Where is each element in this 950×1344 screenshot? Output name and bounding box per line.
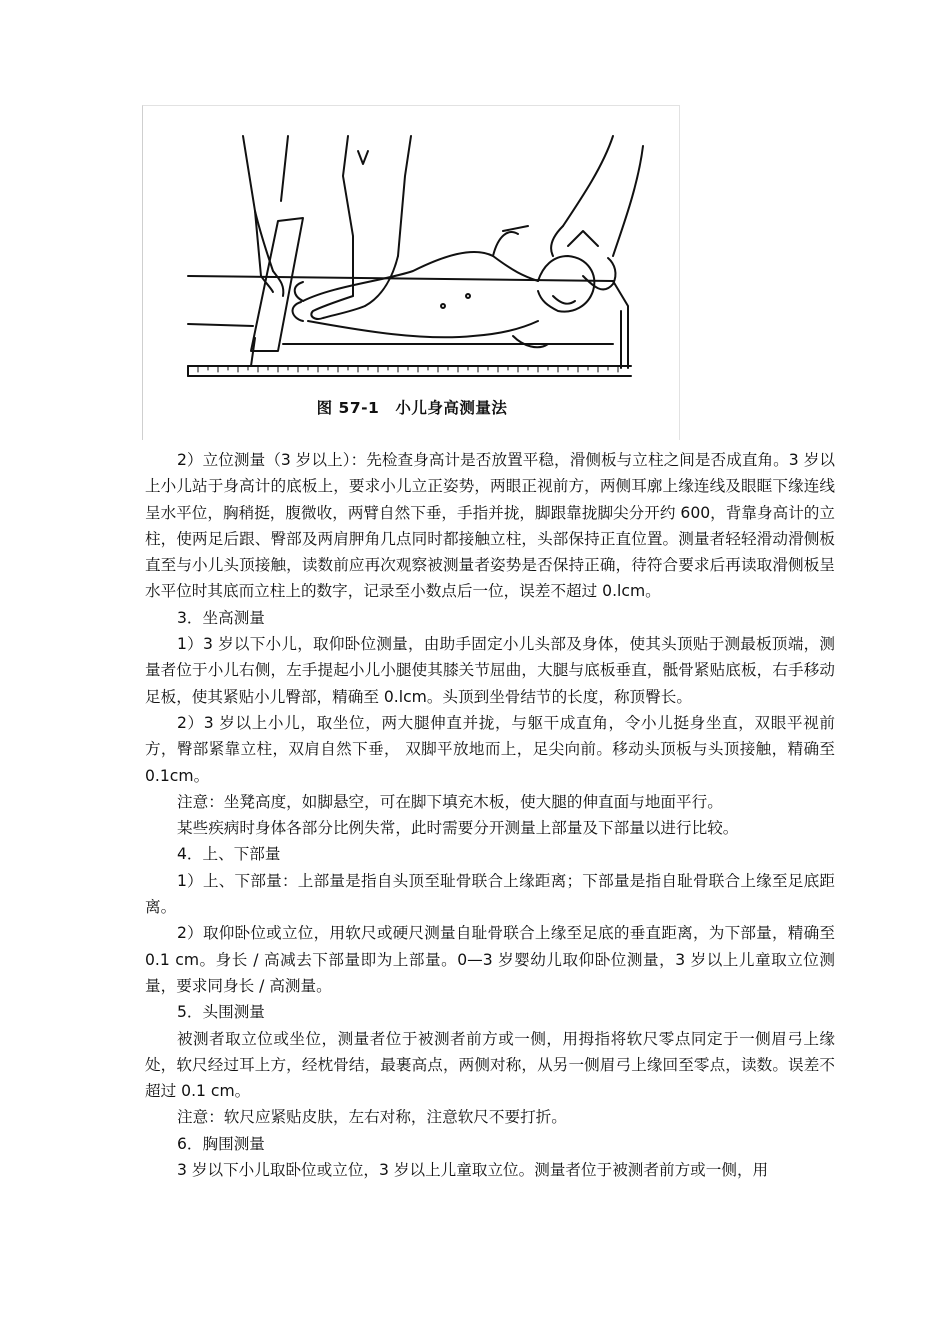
body-text: [145, 447, 835, 1183]
section-heading: 5．头围测量: [177, 1003, 265, 1022]
paragraph: 2）取仰卧位或立位，用软尺或硬尺测量自耻骨联合上缘至足底的垂直距离，为下部量，精确至 0.1 cm。身长 / 高减去下部量即为上部量。0—3 岁婴幼儿取仰卧位测量，3 岁以上儿童取立位测量，要求同身长 / 高测量。: [145, 924, 835, 995]
paragraph: 2）3 岁以上小儿，取坐位，两大腿伸直并拢，与躯干成直角，令小儿挺身坐直，双眼平视前方，臀部紧靠立柱，双肩自然下垂， 双脚平放地而上，足尖向前。移动头顶板与头顶接触，精确至 0.1cm。: [145, 713, 835, 785]
figure: [142, 105, 680, 440]
paragraph: 2）立位测量（3 岁以上）：先检查身高计是否放置平稳，滑侧板与立柱之间是否成直角。3 岁以上小儿站于身高计的底板上，要求小儿立正姿势，两眼正视前方，两侧耳廓上缘连线及眼眶下缘连线呈水平位，胸稍挺，腹微收，两臂自然下垂，手指并拢，脚跟靠拢脚尖分开约 600，背靠身高计的立柱，使两足后跟、臀部及两肩胛角几点同时都接触立柱，头部保持正直位置。测量者轻轻滑动滑侧板直至与小儿头顶接触，读数前应再次观察被测量者姿势是否保持正确，待符合要求后再读取滑侧板呈水平位时其底而立柱上的数字，记录至小数点后一位，误差不超过 0.lcm。: [145, 451, 835, 601]
paragraph: 某些疾病时身体各部分比例失常，此时需要分开测量上部量及下部量以进行比较。: [177, 819, 739, 838]
section-heading: 3．坐高测量: [177, 608, 265, 627]
paragraph: 1）3 岁以下小儿，取仰卧位测量，由助手固定小儿头部及身体，使其头顶贴于测最板顶端，测量者位于小儿右侧，左手提起小儿小腿使其膝关节屈曲，大腿与底板垂直，骶骨紧贴底板，右手移动足板，使其紧贴小儿臀部，精确至 0.lcm。头顶到坐骨结节的长度，称顶臀长。: [145, 635, 835, 706]
paragraph: 1）上、下部量：上部量是指自头顶至耻骨联合上缘距离；下部量是指自耻骨联合上缘至足底距离。: [145, 871, 835, 917]
figure-caption: 图 57-1 小儿身高测量法: [316, 399, 508, 417]
section-heading: 4．上、下部量: [177, 845, 281, 864]
paragraph: 3 岁以下小儿取卧位或立位，3 岁以上儿童取立位。测量者位于被测者前方或一侧，用: [177, 1161, 769, 1180]
note: 注意：坐凳高度，如脚悬空，可在脚下填充木板，使大腿的伸直面与地面平行。: [177, 792, 723, 811]
paragraph: 被测者取立位或坐位，测量者位于被测者前方或一侧，用拇指将软尺零点同定于一侧眉弓上缘处，软尺经过耳上方，经枕骨结，最裹高点，两侧对称，从另一侧眉弓上缘回至零点，读数。误差不超过 0.1 cm。: [145, 1029, 835, 1101]
section-heading: 6．胸围测量: [177, 1134, 265, 1153]
measuring-illustration: [143, 106, 681, 391]
note: 注意：软尺应紧贴皮肤，左右对称，注意软尺不要打折。: [177, 1108, 567, 1127]
